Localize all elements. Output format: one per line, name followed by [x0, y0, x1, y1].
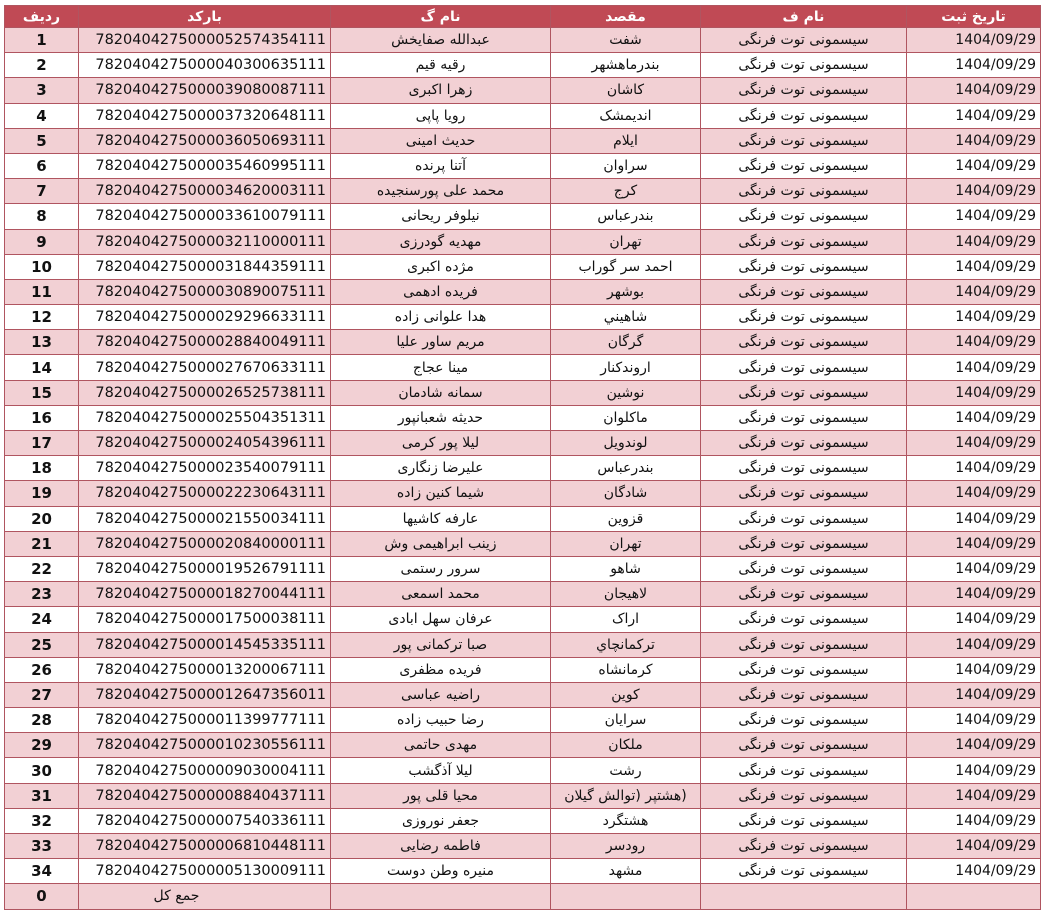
cell-radif[interactable]: 32 — [5, 808, 79, 833]
table-row — [5, 103, 1041, 128]
cell-barcode[interactable]: 7820404275000036050693111 — [79, 128, 331, 153]
cell-barcode[interactable]: 7820404275000025504351311 — [79, 405, 331, 430]
table-row — [5, 758, 1041, 783]
cell-name-f[interactable]: سیسمونی توت فرنگی — [701, 28, 907, 53]
cell-barcode[interactable]: 7820404275000009030004111 — [79, 758, 331, 783]
cell-name-g[interactable]: مهدیه گودرزی — [331, 229, 551, 254]
cell-destination[interactable]: قزوین — [551, 506, 701, 531]
cell-name-g[interactable]: محمد اسمعی — [331, 582, 551, 607]
cell-name-g[interactable]: عبدالله صفایخش — [331, 28, 551, 53]
cell-destination[interactable]: شفت — [551, 28, 701, 53]
cell-name-g[interactable]: مهدی حاتمی — [331, 733, 551, 758]
cell-name-f[interactable]: سیسمونی توت فرنگی — [701, 103, 907, 128]
cell-date[interactable]: 1404/09/29 — [907, 380, 1041, 405]
cell-destination[interactable]: (هشتپر (توالش گیلان — [551, 783, 701, 808]
total-label: جمع کل — [79, 884, 331, 909]
cell-name-f[interactable]: سیسمونی توت فرنگی — [701, 53, 907, 78]
cell-barcode[interactable]: 7820404275000020840000111 — [79, 531, 331, 556]
table-row — [5, 834, 1041, 859]
cell-name-f[interactable]: سیسمونی توت فرنگی — [701, 834, 907, 859]
table-row — [5, 708, 1041, 733]
cell-date[interactable]: 1404/09/29 — [907, 305, 1041, 330]
cell-radif[interactable]: 30 — [5, 758, 79, 783]
cell-date[interactable]: 1404/09/29 — [907, 657, 1041, 682]
cell-destination[interactable]: اراک — [551, 607, 701, 632]
cell-name-f[interactable]: سیسمونی توت فرنگی — [701, 431, 907, 456]
cell-name-f[interactable]: سیسمونی توت فرنگی — [701, 783, 907, 808]
cell-name-f[interactable]: سیسمونی توت فرنگی — [701, 632, 907, 657]
cell-name-g[interactable]: مریم ساور علیا — [331, 330, 551, 355]
cell-radif[interactable]: 16 — [5, 405, 79, 430]
table-row — [5, 153, 1041, 178]
cell-barcode[interactable]: 7820404275000031844359111 — [79, 254, 331, 279]
cell-radif[interactable]: 23 — [5, 582, 79, 607]
cell-radif[interactable]: 1 — [5, 28, 79, 53]
cell-name-g[interactable]: محمد علی پورسنجیده — [331, 179, 551, 204]
cell-destination[interactable]: بندرماهشهر — [551, 53, 701, 78]
cell-destination[interactable]: احمد سر گوراب — [551, 254, 701, 279]
cell-name-g[interactable]: عرفان سهل ابادی — [331, 607, 551, 632]
cell-destination[interactable]: سرایان — [551, 708, 701, 733]
cell-destination[interactable]: رشت — [551, 758, 701, 783]
cell-barcode[interactable]: 7820404275000005130009111 — [79, 859, 331, 884]
cell-date[interactable]: 1404/09/29 — [907, 355, 1041, 380]
cell-destination[interactable]: بندرعباس — [551, 204, 701, 229]
table-row — [5, 607, 1041, 632]
header-name-g[interactable]: نام گ — [331, 6, 551, 28]
table-row — [5, 783, 1041, 808]
cell-radif[interactable]: 14 — [5, 355, 79, 380]
table-row — [5, 582, 1041, 607]
cell-radif[interactable]: 28 — [5, 708, 79, 733]
table-row — [5, 531, 1041, 556]
table-row — [5, 254, 1041, 279]
cell-name-g[interactable]: جعفر نوروزی — [331, 808, 551, 833]
cell-radif[interactable]: 12 — [5, 305, 79, 330]
cell-name-f[interactable]: سیسمونی توت فرنگی — [701, 380, 907, 405]
cell-destination[interactable]: کوین — [551, 682, 701, 707]
cell-name-f[interactable]: سیسمونی توت فرنگی — [701, 179, 907, 204]
cell-name-g[interactable]: سمانه شادمان — [331, 380, 551, 405]
table-row — [5, 859, 1041, 884]
cell-barcode[interactable]: 7820404275000008840437111 — [79, 783, 331, 808]
header-name-f[interactable]: نام ف — [701, 6, 907, 28]
header-barcode[interactable]: بارکد — [79, 6, 331, 28]
cell-name-f[interactable]: سیسمونی توت فرنگی — [701, 456, 907, 481]
cell-destination[interactable]: تهران — [551, 229, 701, 254]
cell-barcode[interactable]: 7820404275000010230556111 — [79, 733, 331, 758]
cell-date[interactable]: 1404/09/29 — [907, 254, 1041, 279]
cell-barcode[interactable]: 7820404275000024054396111 — [79, 431, 331, 456]
cell-radif[interactable]: 13 — [5, 330, 79, 355]
header-destination[interactable]: مقصد — [551, 6, 701, 28]
header-date[interactable]: تاریخ ثبت — [907, 6, 1041, 28]
cell-barcode[interactable]: 7820404275000029296633111 — [79, 305, 331, 330]
cell-name-f[interactable]: سیسمونی توت فرنگی — [701, 78, 907, 103]
cell-radif[interactable]: 2 — [5, 53, 79, 78]
cell-destination[interactable]: رودسر — [551, 834, 701, 859]
cell-barcode[interactable]: 7820404275000014545335111 — [79, 632, 331, 657]
cell-name-g[interactable]: لیلا پور کرمی — [331, 431, 551, 456]
cell-destination[interactable]: ملکان — [551, 733, 701, 758]
cell-name-g[interactable]: رویا پاپی — [331, 103, 551, 128]
cell-radif[interactable]: 27 — [5, 682, 79, 707]
cell-radif[interactable]: 24 — [5, 607, 79, 632]
cell-name-g[interactable]: شیما کنین زاده — [331, 481, 551, 506]
cell-radif[interactable]: 7 — [5, 179, 79, 204]
cell-destination[interactable]: شادگان — [551, 481, 701, 506]
cell-name-f[interactable]: سیسمونی توت فرنگی — [701, 153, 907, 178]
cell-destination[interactable]: هشتگرد — [551, 808, 701, 833]
cell-barcode[interactable]: 7820404275000037320648111 — [79, 103, 331, 128]
table-row — [5, 279, 1041, 304]
cell-name-f[interactable]: سیسمونی توت فرنگی — [701, 657, 907, 682]
cell-name-f[interactable]: سیسمونی توت فرنگی — [701, 128, 907, 153]
table-row — [5, 78, 1041, 103]
cell-barcode[interactable]: 7820404275000052574354111 — [79, 28, 331, 53]
table-row — [5, 682, 1041, 707]
table-row — [5, 431, 1041, 456]
cell-name-f[interactable]: سیسمونی توت فرنگی — [701, 229, 907, 254]
cell-date[interactable]: 1404/09/29 — [907, 733, 1041, 758]
cell-date[interactable]: 1404/09/29 — [907, 481, 1041, 506]
cell-barcode[interactable]: 7820404275000034620003111 — [79, 179, 331, 204]
cell-barcode[interactable]: 7820404275000018270044111 — [79, 582, 331, 607]
header-row — [5, 6, 1041, 28]
cell-date[interactable]: 1404/09/29 — [907, 582, 1041, 607]
cell-barcode[interactable]: 7820404275000030890075111 — [79, 279, 331, 304]
cell-name-g[interactable]: عارفه کاشیها — [331, 506, 551, 531]
cell-name-g[interactable]: حدیثه شعبانپور — [331, 405, 551, 430]
cell-name-g[interactable]: رضا حبیب زاده — [331, 708, 551, 733]
cell-barcode[interactable]: 7820404275000021550034111 — [79, 506, 331, 531]
cell-barcode[interactable]: 7820404275000022230643111 — [79, 481, 331, 506]
cell-radif[interactable]: 11 — [5, 279, 79, 304]
cell-name-g[interactable]: نیلوفر ریحانی — [331, 204, 551, 229]
cell-name-g[interactable]: زینب ابراهیمی وش — [331, 531, 551, 556]
cell-date[interactable]: 1404/09/29 — [907, 708, 1041, 733]
cell-barcode[interactable]: 7820404275000039080087111 — [79, 78, 331, 103]
cell-date[interactable]: 1404/09/29 — [907, 456, 1041, 481]
cell-barcode[interactable]: 7820404275000026525738111 — [79, 380, 331, 405]
cell-name-f[interactable]: سیسمونی توت فرنگی — [701, 582, 907, 607]
cell-date[interactable]: 1404/09/29 — [907, 204, 1041, 229]
cell-name-g[interactable]: راضیه عباسی — [331, 682, 551, 707]
cell-barcode[interactable]: 7820404275000027670633111 — [79, 355, 331, 380]
table-row — [5, 53, 1041, 78]
cell-name-f[interactable]: سیسمونی توت فرنگی — [701, 607, 907, 632]
cell-radif[interactable]: 31 — [5, 783, 79, 808]
cell-date[interactable]: 1404/09/29 — [907, 531, 1041, 556]
cell-destination[interactable]: لوندویل — [551, 431, 701, 456]
cell-radif[interactable]: 22 — [5, 556, 79, 581]
cell-radif[interactable]: 34 — [5, 859, 79, 884]
cell-name-f[interactable]: سیسمونی توت فرنگی — [701, 531, 907, 556]
cell-date[interactable]: 1404/09/29 — [907, 179, 1041, 204]
table-row — [5, 128, 1041, 153]
cell-barcode[interactable]: 7820404275000023540079111 — [79, 456, 331, 481]
cell-barcode[interactable]: 7820404275000006810448111 — [79, 834, 331, 859]
cell-name-f[interactable]: سیسمونی توت فرنگی — [701, 733, 907, 758]
cell-barcode[interactable]: 7820404275000012647356011 — [79, 682, 331, 707]
total-blank-cell[interactable] — [551, 884, 701, 909]
cell-barcode[interactable]: 7820404275000032110000111 — [79, 229, 331, 254]
header-radif[interactable]: ردیف — [5, 6, 79, 28]
cell-name-f[interactable]: سیسمونی توت فرنگی — [701, 254, 907, 279]
cell-name-f[interactable]: سیسمونی توت فرنگی — [701, 708, 907, 733]
cell-destination[interactable]: تهران — [551, 531, 701, 556]
cell-destination[interactable]: شاهو — [551, 556, 701, 581]
cell-radif[interactable]: 9 — [5, 229, 79, 254]
table-row — [5, 28, 1041, 53]
cell-name-g[interactable]: مینا عجاج — [331, 355, 551, 380]
cell-name-g[interactable]: فریده مظفری — [331, 657, 551, 682]
cell-destination[interactable]: ماکلوان — [551, 405, 701, 430]
cell-name-g[interactable]: مژده اکبری — [331, 254, 551, 279]
table-row — [5, 632, 1041, 657]
cell-name-f[interactable]: سیسمونی توت فرنگی — [701, 355, 907, 380]
cell-name-g[interactable]: رقیه قیم — [331, 53, 551, 78]
cell-radif[interactable]: 15 — [5, 380, 79, 405]
total-row — [5, 884, 1041, 909]
cell-date[interactable]: 1404/09/29 — [907, 78, 1041, 103]
table-row — [5, 179, 1041, 204]
cell-radif[interactable]: 18 — [5, 456, 79, 481]
total-blank-cell[interactable] — [331, 884, 551, 909]
cell-destination[interactable]: کرج — [551, 179, 701, 204]
cell-barcode[interactable]: 7820404275000017500038111 — [79, 607, 331, 632]
cell-destination[interactable]: نوشین — [551, 380, 701, 405]
cell-name-g[interactable]: صبا ترکمانی پور — [331, 632, 551, 657]
shipment-sheet — [4, 5, 1040, 910]
cell-radif[interactable]: 8 — [5, 204, 79, 229]
table-row — [5, 481, 1041, 506]
cell-name-g[interactable]: محیا قلی پور — [331, 783, 551, 808]
table-row — [5, 808, 1041, 833]
cell-date[interactable]: 1404/09/29 — [907, 808, 1041, 833]
cell-date[interactable]: 1404/09/29 — [907, 506, 1041, 531]
cell-radif[interactable]: 10 — [5, 254, 79, 279]
table-row — [5, 305, 1041, 330]
cell-destination[interactable]: کرمانشاه — [551, 657, 701, 682]
cell-destination[interactable]: ایلام — [551, 128, 701, 153]
cell-barcode[interactable]: 7820404275000011399777111 — [79, 708, 331, 733]
cell-date[interactable]: 1404/09/29 — [907, 153, 1041, 178]
cell-name-g[interactable]: سرور رستمی — [331, 556, 551, 581]
cell-name-g[interactable]: آتنا پرنده — [331, 153, 551, 178]
shipment-table — [4, 5, 1041, 910]
cell-destination[interactable]: لاهیجان — [551, 582, 701, 607]
cell-name-f[interactable]: سیسمونی توت فرنگی — [701, 556, 907, 581]
table-row — [5, 355, 1041, 380]
cell-destination[interactable]: اندیمشک — [551, 103, 701, 128]
cell-date[interactable]: 1404/09/29 — [907, 556, 1041, 581]
cell-date[interactable]: 1404/09/29 — [907, 103, 1041, 128]
cell-date[interactable]: 1404/09/29 — [907, 859, 1041, 884]
cell-radif[interactable]: 29 — [5, 733, 79, 758]
cell-destination[interactable]: گرگان — [551, 330, 701, 355]
cell-destination[interactable]: بندرعباس — [551, 456, 701, 481]
cell-date[interactable]: 1404/09/29 — [907, 682, 1041, 707]
table-row — [5, 456, 1041, 481]
cell-radif[interactable]: 21 — [5, 531, 79, 556]
cell-name-f[interactable]: سیسمونی توت فرنگی — [701, 279, 907, 304]
cell-date[interactable]: 1404/09/29 — [907, 229, 1041, 254]
cell-name-f[interactable]: سیسمونی توت فرنگی — [701, 859, 907, 884]
cell-barcode[interactable]: 7820404275000028840049111 — [79, 330, 331, 355]
cell-name-f[interactable]: سیسمونی توت فرنگی — [701, 808, 907, 833]
cell-name-g[interactable]: فاطمه رضایی — [331, 834, 551, 859]
cell-date[interactable]: 1404/09/29 — [907, 607, 1041, 632]
cell-radif[interactable]: 4 — [5, 103, 79, 128]
cell-barcode[interactable]: 7820404275000035460995111 — [79, 153, 331, 178]
cell-date[interactable]: 1404/09/29 — [907, 28, 1041, 53]
cell-name-f[interactable]: سیسمونی توت فرنگی — [701, 682, 907, 707]
cell-date[interactable]: 1404/09/29 — [907, 632, 1041, 657]
cell-date[interactable]: 1404/09/29 — [907, 330, 1041, 355]
cell-date[interactable]: 1404/09/29 — [907, 431, 1041, 456]
cell-radif[interactable]: 33 — [5, 834, 79, 859]
cell-date[interactable]: 1404/09/29 — [907, 405, 1041, 430]
cell-barcode[interactable]: 7820404275000033610079111 — [79, 204, 331, 229]
cell-radif[interactable]: 3 — [5, 78, 79, 103]
cell-date[interactable]: 1404/09/29 — [907, 758, 1041, 783]
cell-name-g[interactable]: هدا علوانی زاده — [331, 305, 551, 330]
table-row — [5, 380, 1041, 405]
cell-destination[interactable]: بوشهر — [551, 279, 701, 304]
cell-name-g[interactable]: حدیث امینی — [331, 128, 551, 153]
cell-radif[interactable]: 25 — [5, 632, 79, 657]
cell-radif[interactable]: 17 — [5, 431, 79, 456]
cell-destination[interactable]: سراوان — [551, 153, 701, 178]
table-row — [5, 506, 1041, 531]
cell-date[interactable]: 1404/09/29 — [907, 279, 1041, 304]
table-row — [5, 405, 1041, 430]
cell-name-f[interactable]: سیسمونی توت فرنگی — [701, 204, 907, 229]
cell-date[interactable]: 1404/09/29 — [907, 53, 1041, 78]
cell-name-f[interactable]: سیسمونی توت فرنگی — [701, 506, 907, 531]
cell-destination[interactable]: کاشان — [551, 78, 701, 103]
cell-radif[interactable]: 6 — [5, 153, 79, 178]
cell-radif[interactable]: 19 — [5, 481, 79, 506]
cell-barcode[interactable]: 7820404275000007540336111 — [79, 808, 331, 833]
total-value[interactable]: 0 — [5, 884, 79, 909]
cell-barcode[interactable]: 7820404275000019526791111 — [79, 556, 331, 581]
table-row — [5, 330, 1041, 355]
cell-name-f[interactable]: سیسمونی توت فرنگی — [701, 405, 907, 430]
cell-date[interactable]: 1404/09/29 — [907, 834, 1041, 859]
cell-name-g[interactable]: علیرضا زنگاری — [331, 456, 551, 481]
cell-name-f[interactable]: سیسمونی توت فرنگی — [701, 330, 907, 355]
table-row — [5, 657, 1041, 682]
table-row — [5, 204, 1041, 229]
cell-radif[interactable]: 5 — [5, 128, 79, 153]
cell-destination[interactable]: شاهيني — [551, 305, 701, 330]
cell-name-g[interactable]: فریده ادهمی — [331, 279, 551, 304]
table-body — [5, 28, 1041, 884]
cell-destination[interactable]: ترکمانچاي — [551, 632, 701, 657]
cell-destination[interactable]: مشهد — [551, 859, 701, 884]
cell-destination[interactable]: اروندکنار — [551, 355, 701, 380]
cell-barcode[interactable]: 7820404275000040300635111 — [79, 53, 331, 78]
cell-radif[interactable]: 26 — [5, 657, 79, 682]
total-blank-cell[interactable] — [701, 884, 907, 909]
cell-name-f[interactable]: سیسمونی توت فرنگی — [701, 305, 907, 330]
cell-date[interactable]: 1404/09/29 — [907, 783, 1041, 808]
cell-name-g[interactable]: زهرا اکبری — [331, 78, 551, 103]
cell-name-f[interactable]: سیسمونی توت فرنگی — [701, 758, 907, 783]
cell-date[interactable]: 1404/09/29 — [907, 128, 1041, 153]
total-blank-cell[interactable] — [907, 884, 1041, 909]
table-row — [5, 733, 1041, 758]
cell-name-g[interactable]: منیره وطن دوست — [331, 859, 551, 884]
table-row — [5, 229, 1041, 254]
cell-radif[interactable]: 20 — [5, 506, 79, 531]
table-row — [5, 556, 1041, 581]
cell-name-g[interactable]: لیلا آذگشب — [331, 758, 551, 783]
cell-name-f[interactable]: سیسمونی توت فرنگی — [701, 481, 907, 506]
cell-barcode[interactable]: 7820404275000013200067111 — [79, 657, 331, 682]
